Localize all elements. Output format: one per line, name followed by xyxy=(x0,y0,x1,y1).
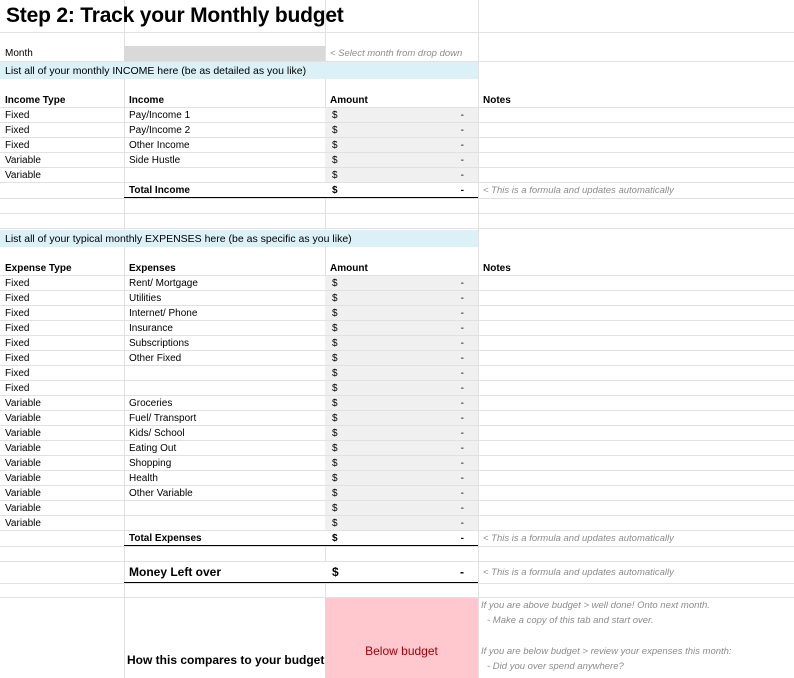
row-amount[interactable] xyxy=(325,426,478,440)
currency-symbol: $ xyxy=(332,292,338,304)
row-notes[interactable] xyxy=(478,396,794,410)
currency-symbol: $ xyxy=(332,565,339,579)
row-name[interactable]: Eating Out xyxy=(129,442,177,454)
table-row xyxy=(0,426,794,441)
row-type[interactable]: Variable xyxy=(5,457,41,469)
page-title: Step 2: Track your Monthly budget xyxy=(6,4,344,27)
currency-symbol: $ xyxy=(332,442,338,454)
row-notes[interactable] xyxy=(478,138,794,152)
budget-status-cell[interactable]: Below budget xyxy=(325,598,478,678)
income-banner: List all of your monthly INCOME here (be as detailed as you like) xyxy=(0,62,478,79)
row-type[interactable]: Fixed xyxy=(5,352,30,364)
month-hint: < Select month from drop down xyxy=(330,48,463,59)
expenses-banner: List all of your typical monthly EXPENSES here (be as specific as you like) xyxy=(0,230,478,247)
currency-symbol: $ xyxy=(332,169,338,181)
money-left-row xyxy=(0,562,794,584)
expense-type-header: Expense Type xyxy=(5,262,72,274)
currency-symbol: $ xyxy=(332,337,338,349)
table-row xyxy=(0,456,794,471)
row-amount[interactable] xyxy=(325,153,478,167)
row-name[interactable]: Side Hustle xyxy=(129,154,181,166)
row-amount-value: - xyxy=(460,124,464,136)
row-type[interactable]: Fixed xyxy=(5,292,30,304)
row-type[interactable]: Variable xyxy=(5,412,41,424)
row-name[interactable]: Groceries xyxy=(129,397,173,409)
row-name[interactable]: Other Fixed xyxy=(129,352,182,364)
row-notes[interactable] xyxy=(478,456,794,470)
row-amount[interactable] xyxy=(325,516,478,530)
row-name[interactable] xyxy=(124,516,325,530)
currency-symbol: $ xyxy=(332,367,338,379)
expenses-header-row xyxy=(0,261,794,276)
row-amount-value: - xyxy=(460,139,464,151)
currency-symbol: $ xyxy=(332,139,338,151)
row-amount-value: - xyxy=(460,109,464,121)
row-notes[interactable] xyxy=(478,351,794,365)
table-row xyxy=(0,441,794,456)
total-expenses-label: Total Expenses xyxy=(124,531,325,546)
expense-name-header: Expenses xyxy=(129,262,176,274)
row-type[interactable]: Fixed xyxy=(5,367,30,379)
currency-symbol: $ xyxy=(332,124,338,136)
row-name[interactable]: Health xyxy=(129,472,158,484)
total-income-amount xyxy=(325,183,478,198)
row-amount-value: - xyxy=(460,472,464,484)
row-amount-value: - xyxy=(460,412,464,424)
row-notes[interactable] xyxy=(478,471,794,485)
row-amount[interactable] xyxy=(325,381,478,395)
row-amount-value: - xyxy=(460,337,464,349)
row-name[interactable] xyxy=(124,501,325,515)
row-type[interactable]: Variable xyxy=(5,502,41,514)
currency-symbol: $ xyxy=(332,397,338,409)
spacer-row xyxy=(0,214,794,229)
table-row xyxy=(0,108,794,123)
table-row xyxy=(0,123,794,138)
row-amount[interactable] xyxy=(325,456,478,470)
table-row xyxy=(0,486,794,501)
spacer-row xyxy=(0,547,794,562)
row-name[interactable]: Pay/Income 2 xyxy=(129,124,191,136)
row-amount-value: - xyxy=(460,169,464,181)
row-notes[interactable] xyxy=(478,123,794,137)
total-expenses-hint: < This is a formula and updates automatically xyxy=(483,533,674,544)
compare-note: If you are below budget > review your expenses this month: xyxy=(481,646,732,657)
currency-symbol: $ xyxy=(332,472,338,484)
month-row xyxy=(0,46,794,62)
row-notes[interactable] xyxy=(478,291,794,305)
total-expenses-value: - xyxy=(460,532,464,544)
row-amount[interactable] xyxy=(325,276,478,290)
row-amount-value: - xyxy=(460,442,464,454)
row-notes[interactable] xyxy=(478,153,794,167)
compare-note: - Did you over spend anywhere? xyxy=(487,661,624,672)
row-name[interactable] xyxy=(124,366,325,380)
compare-notes xyxy=(481,598,791,674)
row-amount-value: - xyxy=(460,352,464,364)
total-income-value: - xyxy=(460,184,464,196)
currency-symbol: $ xyxy=(332,322,338,334)
money-left-hint: < This is a formula and updates automatically xyxy=(483,567,674,578)
month-label: Month xyxy=(5,48,33,59)
table-row xyxy=(0,411,794,426)
row-amount-value: - xyxy=(460,382,464,394)
currency-symbol: $ xyxy=(332,352,338,364)
money-left-amount xyxy=(325,562,478,583)
row-type[interactable]: Fixed xyxy=(5,277,30,289)
row-amount[interactable] xyxy=(325,336,478,350)
currency-symbol: $ xyxy=(332,154,338,166)
row-name[interactable]: Kids/ School xyxy=(129,427,185,439)
currency-symbol: $ xyxy=(332,184,338,196)
table-row xyxy=(0,153,794,168)
row-notes[interactable] xyxy=(478,168,794,182)
row-notes[interactable] xyxy=(478,411,794,425)
expense-amount-header: Amount xyxy=(330,262,368,274)
row-amount[interactable] xyxy=(325,138,478,152)
row-name[interactable]: Internet/ Phone xyxy=(129,307,198,319)
row-name[interactable] xyxy=(124,381,325,395)
row-notes[interactable] xyxy=(478,108,794,122)
expense-notes-header: Notes xyxy=(483,262,511,274)
row-amount-value: - xyxy=(460,277,464,289)
spacer-row xyxy=(0,584,794,598)
money-left-value: - xyxy=(460,565,464,579)
row-name[interactable]: Rent/ Mortgage xyxy=(129,277,198,289)
currency-symbol: $ xyxy=(332,427,338,439)
row-name[interactable]: Other Variable xyxy=(129,487,193,499)
table-row xyxy=(0,516,794,531)
row-type[interactable]: Variable xyxy=(5,517,41,529)
row-amount[interactable] xyxy=(325,168,478,182)
row-amount[interactable] xyxy=(325,486,478,500)
currency-symbol: $ xyxy=(332,517,338,529)
table-row xyxy=(0,291,794,306)
currency-symbol: $ xyxy=(332,487,338,499)
table-row xyxy=(0,351,794,366)
row-amount-value: - xyxy=(460,502,464,514)
compare-note: - Make a copy of this tab and start over. xyxy=(487,615,654,626)
currency-symbol: $ xyxy=(332,382,338,394)
row-amount-value: - xyxy=(460,307,464,319)
spacer-row xyxy=(0,199,794,214)
row-amount[interactable] xyxy=(325,366,478,380)
table-row xyxy=(0,366,794,381)
row-amount[interactable] xyxy=(325,411,478,425)
row-name[interactable]: Shopping xyxy=(129,457,172,469)
row-amount[interactable] xyxy=(325,108,478,122)
row-type[interactable]: Variable xyxy=(5,427,41,439)
row-amount-value: - xyxy=(460,322,464,334)
table-row xyxy=(0,471,794,486)
table-row xyxy=(0,396,794,411)
month-select[interactable] xyxy=(124,46,325,61)
row-name[interactable]: Subscriptions xyxy=(129,337,190,349)
income-type-header: Income Type xyxy=(5,94,66,106)
row-type[interactable]: Fixed xyxy=(5,307,30,319)
row-amount-value: - xyxy=(460,292,464,304)
row-notes[interactable] xyxy=(478,306,794,320)
row-type[interactable]: Variable xyxy=(5,472,41,484)
row-name[interactable] xyxy=(124,168,325,182)
table-row xyxy=(0,336,794,351)
row-notes[interactable] xyxy=(478,516,794,530)
currency-symbol: $ xyxy=(332,457,338,469)
income-notes-header: Notes xyxy=(483,94,511,106)
row-notes[interactable] xyxy=(478,501,794,515)
row-type[interactable]: Fixed xyxy=(5,337,30,349)
table-row xyxy=(0,168,794,183)
row-amount[interactable] xyxy=(325,291,478,305)
currency-symbol: $ xyxy=(332,502,338,514)
row-amount[interactable] xyxy=(325,396,478,410)
currency-symbol: $ xyxy=(332,109,338,121)
row-type[interactable]: Variable xyxy=(5,397,41,409)
row-amount-value: - xyxy=(460,517,464,529)
row-name[interactable]: Insurance xyxy=(129,322,173,334)
currency-symbol: $ xyxy=(332,532,338,544)
income-name-header: Income xyxy=(129,94,165,106)
row-type[interactable]: Fixed xyxy=(5,382,30,394)
row-notes[interactable] xyxy=(478,321,794,335)
row-type[interactable]: Fixed xyxy=(5,109,30,121)
row-type[interactable]: Variable xyxy=(5,442,41,454)
row-amount-value: - xyxy=(460,154,464,166)
row-type[interactable]: Variable xyxy=(5,169,41,181)
row-amount-value: - xyxy=(460,397,464,409)
row-amount-value: - xyxy=(460,427,464,439)
row-notes[interactable] xyxy=(478,366,794,380)
row-notes[interactable] xyxy=(478,426,794,440)
money-left-label: Money Left over xyxy=(124,562,325,583)
row-type[interactable]: Fixed xyxy=(5,139,30,151)
row-amount-value: - xyxy=(460,367,464,379)
row-type[interactable]: Fixed xyxy=(5,124,30,136)
income-header-row xyxy=(0,93,794,108)
table-row xyxy=(0,381,794,396)
row-amount[interactable] xyxy=(325,321,478,335)
table-row xyxy=(0,321,794,336)
row-name[interactable]: Pay/Income 1 xyxy=(129,109,191,121)
table-row xyxy=(0,306,794,321)
total-income-label: Total Income xyxy=(124,183,325,198)
row-amount-value: - xyxy=(460,457,464,469)
income-amount-header: Amount xyxy=(330,94,368,106)
row-notes[interactable] xyxy=(478,381,794,395)
row-name[interactable]: Fuel/ Transport xyxy=(129,412,197,424)
row-name[interactable]: Other Income xyxy=(129,139,190,151)
income-total-row xyxy=(0,183,794,199)
compare-label: How this compares to your budget xyxy=(127,653,325,667)
row-amount[interactable] xyxy=(325,306,478,320)
row-name[interactable]: Utilities xyxy=(129,292,162,304)
currency-symbol: $ xyxy=(332,412,338,424)
row-type[interactable]: Variable xyxy=(5,154,41,166)
row-notes[interactable] xyxy=(478,276,794,290)
table-row xyxy=(0,501,794,516)
row-amount[interactable] xyxy=(325,123,478,137)
row-amount[interactable] xyxy=(325,351,478,365)
table-row xyxy=(0,138,794,153)
total-income-hint: < This is a formula and updates automatically xyxy=(483,185,674,196)
currency-symbol: $ xyxy=(332,307,338,319)
currency-symbol: $ xyxy=(332,277,338,289)
row-type[interactable]: Variable xyxy=(5,487,41,499)
row-amount[interactable] xyxy=(325,471,478,485)
compare-note: If you are above budget > well done! Onto next month. xyxy=(481,600,710,611)
row-notes[interactable] xyxy=(478,486,794,500)
row-amount[interactable] xyxy=(325,501,478,515)
row-amount-value: - xyxy=(460,487,464,499)
expenses-total-row xyxy=(0,531,794,547)
total-expenses-amount xyxy=(325,531,478,546)
row-notes[interactable] xyxy=(478,441,794,455)
table-row xyxy=(0,276,794,291)
row-type[interactable]: Fixed xyxy=(5,322,30,334)
row-notes[interactable] xyxy=(478,336,794,350)
row-amount[interactable] xyxy=(325,441,478,455)
